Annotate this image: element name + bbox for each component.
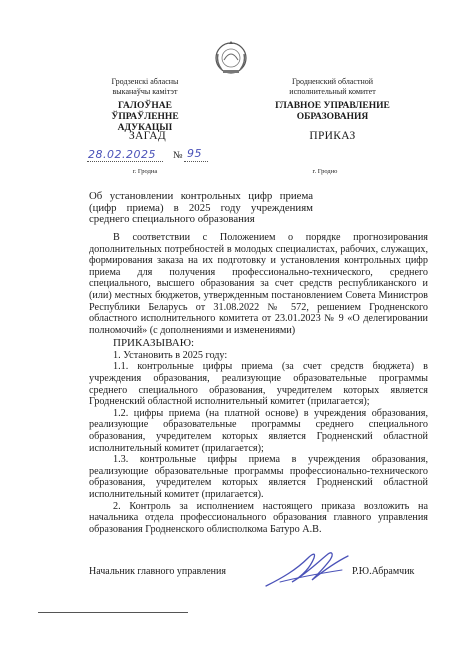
preamble-paragraph: В соответствии с Положением о порядке прогнозирования дополнительных потребностей в молодых специалистах, рабочих, служащих, формирования заказа на их подготовку и установления контрольных цифр приема для получения профессионально-технического, среднего специального, высшего образования за счет средств республиканского и (или) местных бюджетов, утвержденным постановлением Совета Министров Республики Беларусь от 31.08.2022 № 572, решением Гродненского областного исполнительного комитета от 23.01.2023 № 9 «О делегировании полномочий» (с дополнениями и изменениями) (89, 232, 428, 336)
title-line-2: (цифр приема) в 2025 году учреждениям (89, 201, 313, 214)
right-place: г. Гродно (312, 168, 338, 175)
left-place: г. Гродна (132, 168, 158, 175)
number-underline (184, 161, 208, 162)
right-dept-name (270, 101, 395, 123)
handwritten-signature-icon (262, 548, 352, 590)
right-org-line2: исполнительный комитет (289, 87, 376, 96)
left-doc-type: ЗАГАД (128, 130, 167, 142)
right-org-name (275, 77, 390, 97)
item-1-3: 1.3. контрольные цифры приема в учреждения образования, реализующие образовательные программы профессионально-технического образования, учредителем которых является Гродненский областной исполнительный комитет (прилагается). (89, 454, 428, 500)
date-underline (87, 161, 163, 162)
number-sign: № (173, 150, 183, 161)
right-doc-type: ПРИКАЗ (309, 130, 356, 142)
signatory-position: Начальник главного управления (89, 566, 226, 577)
right-dept-line1: ГЛАВНОЕ УПРАВЛЕНИЕ (275, 101, 390, 111)
signatory-name: Р.Ю.Абрамчик (352, 566, 415, 577)
left-org-line2: выканаўчы камітэт (112, 87, 178, 96)
left-org-name (90, 77, 200, 97)
item-1-2: 1.2. цифры приема (на платной основе) в учреждения образования, реализующие образовательные программы среднего специального образования, учредителем которых является Гродненский областной исполнительный комитет (прилагается); (89, 407, 428, 454)
document-title (89, 191, 313, 226)
state-emblem-icon (214, 40, 248, 76)
document-body (89, 232, 428, 535)
left-dept-line2: АДУКАЦЫІ (117, 123, 173, 133)
right-dept-line2: ОБРАЗОВАНИЯ (296, 112, 369, 122)
registration-number: 95 (187, 147, 202, 160)
left-dept-line1: ГАЛОЎНАЕ ЎПРАЎЛЕННЕ (111, 101, 179, 122)
left-org-line1: Гродзенскі абласны (111, 77, 179, 86)
item-1-1: 1.1. контрольные цифры приема (за счет средств бюджета) в учреждения образования, реализующие образовательные программы среднего специального образования, учредителем которых является Гродненский областной исполнительный комитет (прилагается); (89, 361, 428, 408)
right-org-line1: Гродненский областной (291, 77, 374, 86)
registration-date: 28.02.2025 (88, 148, 156, 161)
title-line-3: среднего специального образования (89, 213, 255, 226)
orders-word: ПРИКАЗЫВАЮ: (113, 337, 195, 350)
footnote-rule (38, 612, 188, 613)
item-2: 2. Контроль за исполнением настоящего приказа возложить на начальника отдела профессионального образования главного управления образования Гродненского облисполкома Батуро А.В. (89, 500, 428, 535)
item-1: 1. Установить в 2025 году: (113, 349, 228, 361)
title-line-1: Об установлении контрольных цифр приема (89, 190, 313, 202)
